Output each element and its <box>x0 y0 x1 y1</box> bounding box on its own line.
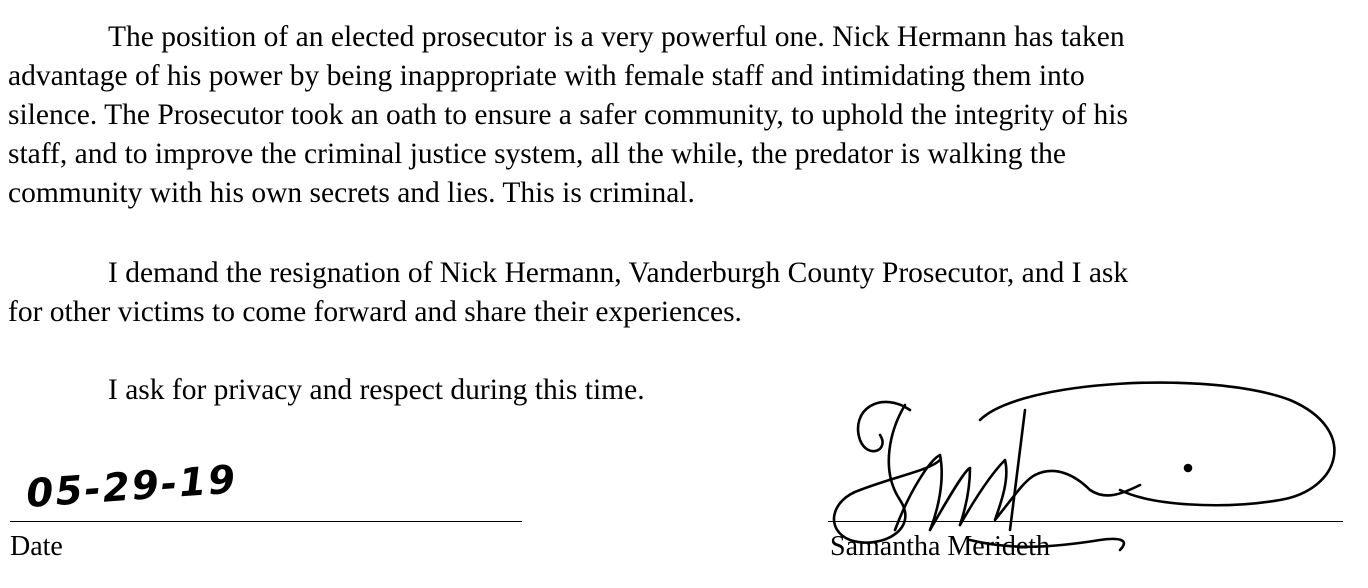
signer-name: Samantha Merideth <box>830 531 1051 562</box>
paragraph-line: The position of an elected prosecutor is a very powerful one. Nick Hermann has taken <box>108 21 1125 53</box>
paragraph-1 <box>8 18 1328 213</box>
paragraph-line: staff, and to improve the criminal justice system, all the while, the predator is walking the <box>8 138 1066 170</box>
paragraph-line: silence. The Prosecutor took an oath to ensure a safer community, to uphold the integrity of his <box>8 99 1128 131</box>
paragraph-line: community with his own secrets and lies. This is criminal. <box>8 177 695 209</box>
handwritten-date: 05-29-19 <box>24 457 239 517</box>
date-underline <box>10 521 522 522</box>
paragraph-line: for other victims to come forward and share their experiences. <box>8 296 742 328</box>
paragraph-line: I demand the resignation of Nick Hermann, Vanderburgh County Prosecutor, and I ask <box>108 257 1129 289</box>
paragraph-line: I ask for privacy and respect during this time. <box>108 374 645 406</box>
handwritten-signature <box>820 380 1350 580</box>
paragraph-2 <box>8 254 1328 332</box>
paragraph-line: advantage of his power by being inappropriate with female staff and intimidating them into <box>8 60 1085 92</box>
date-label: Date <box>10 531 63 562</box>
